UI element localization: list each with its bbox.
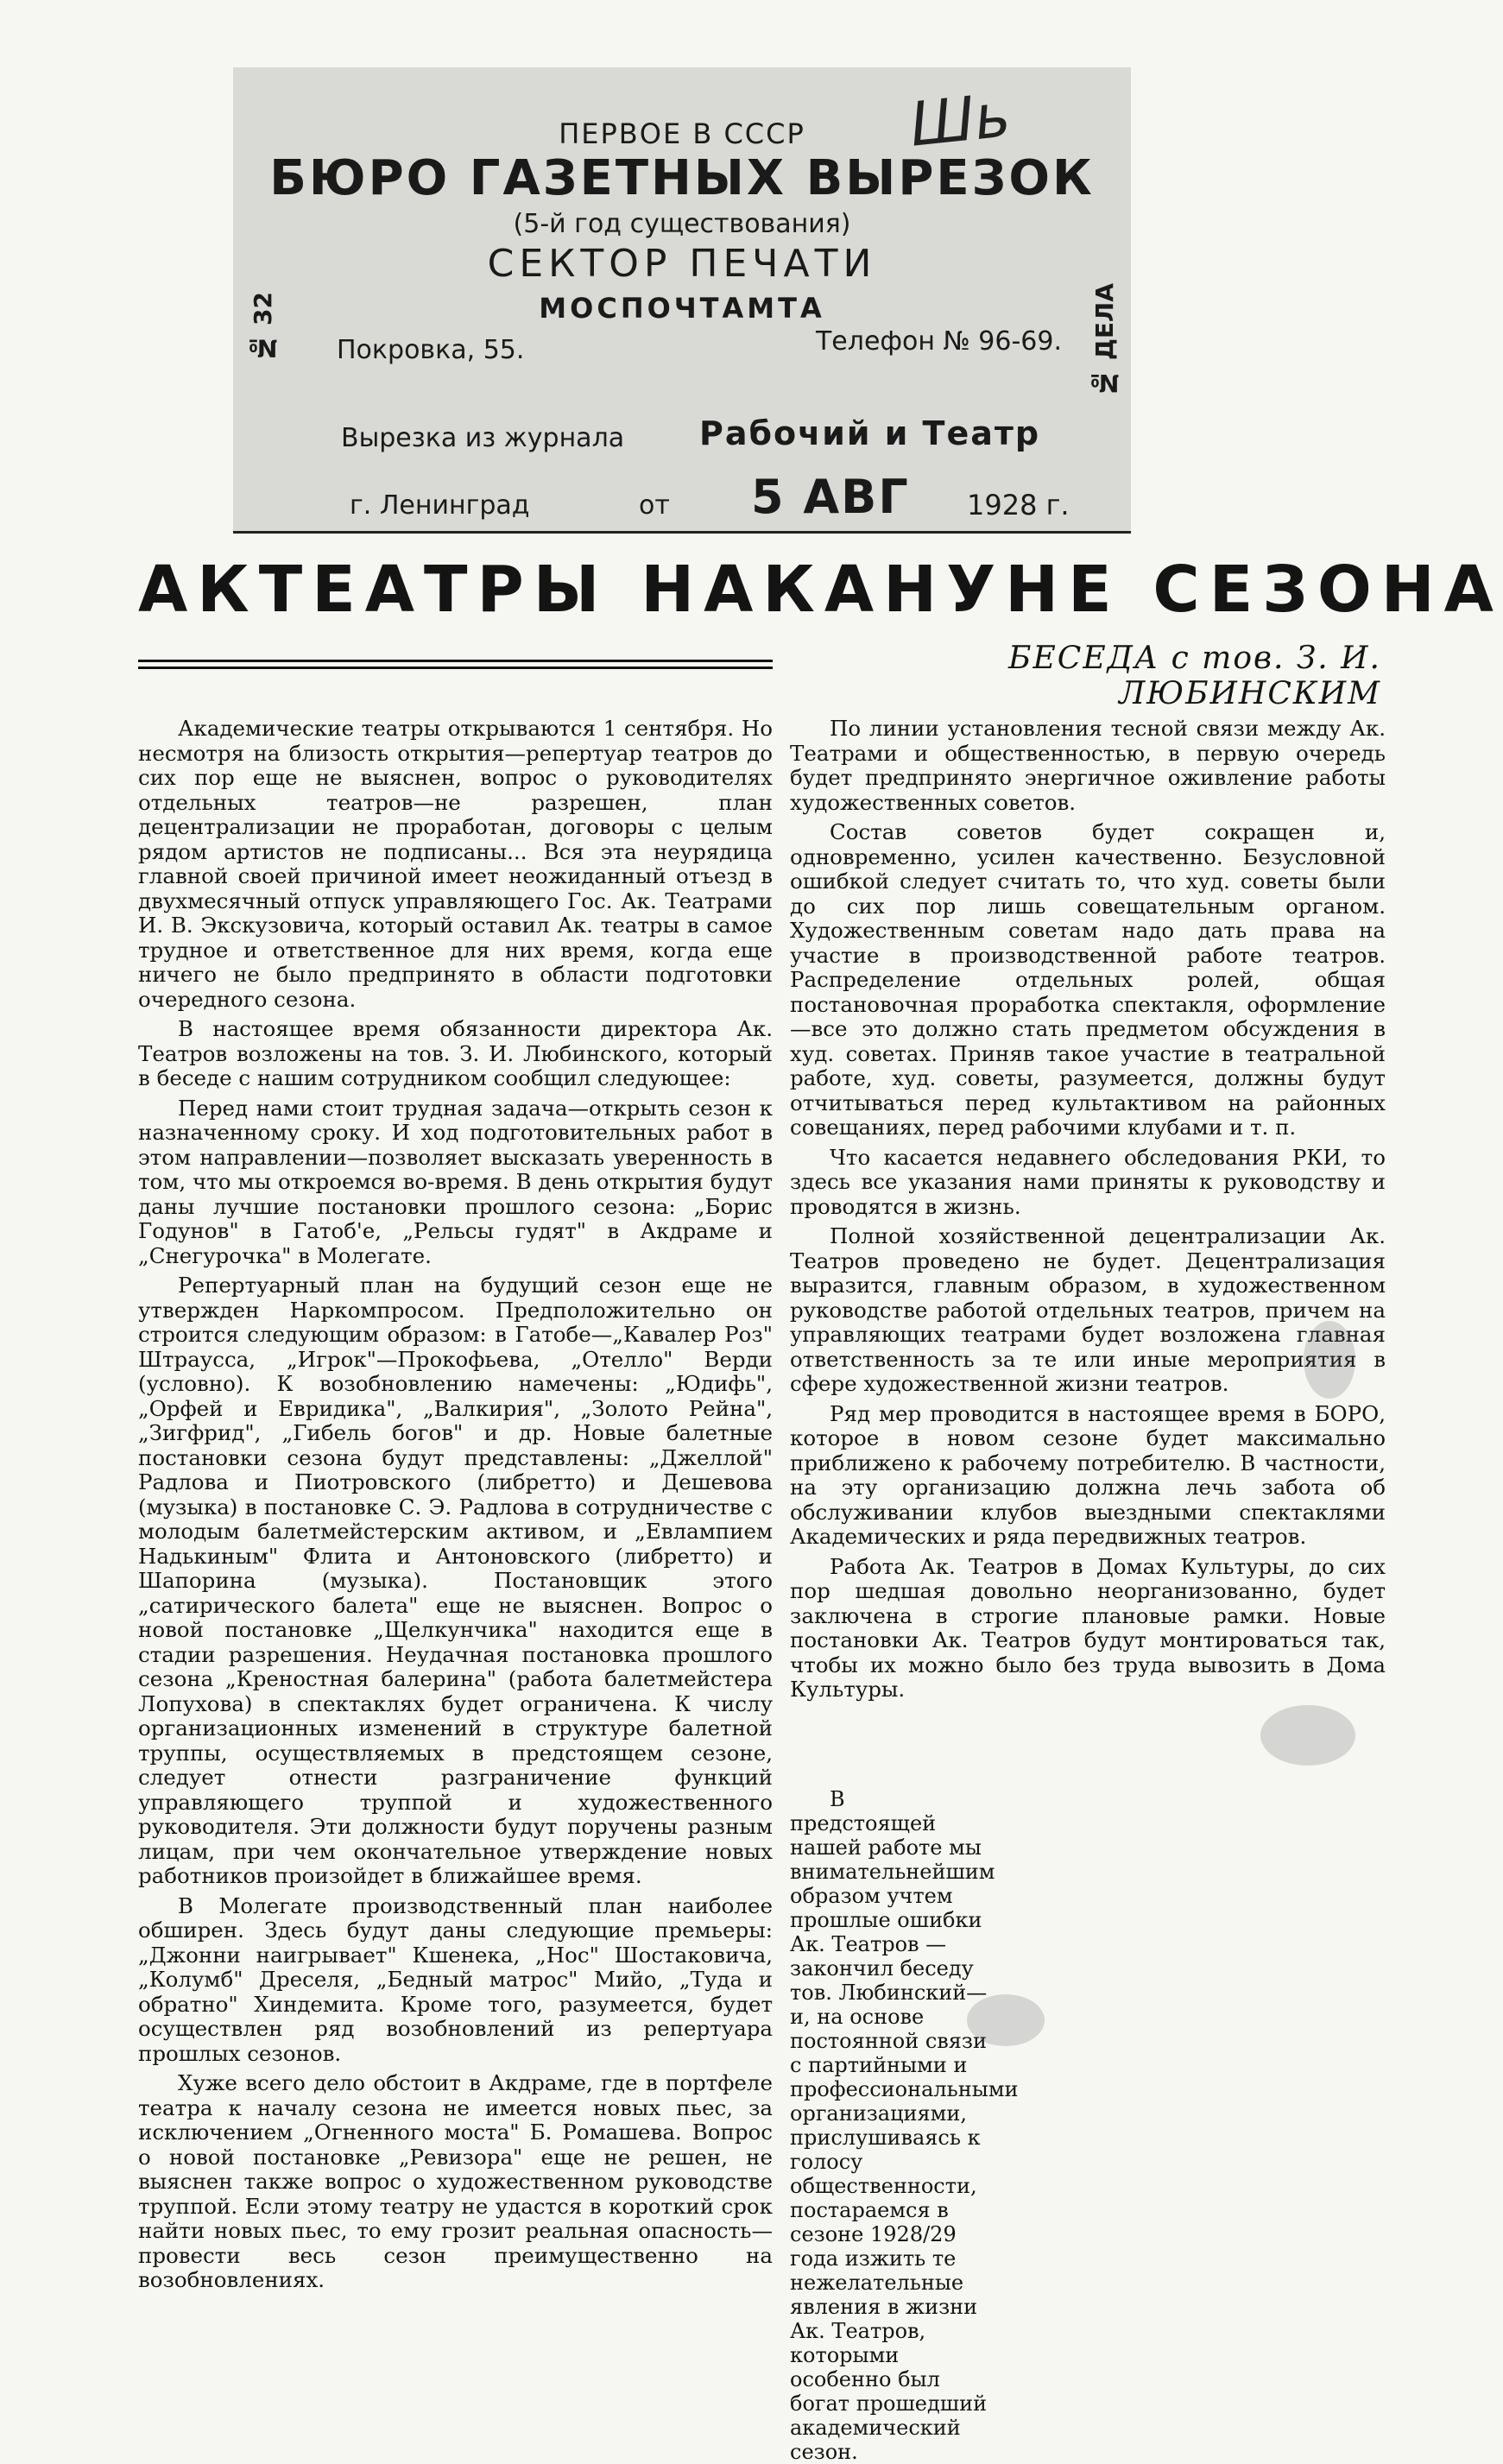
ink-smudge xyxy=(1260,1705,1355,1766)
date-stamp: 5 АВГ xyxy=(751,470,910,524)
article-subhead: БЕСЕДА с тов. З. И. ЛЮБИНСКИМ xyxy=(1008,641,1381,711)
stamp-sector: СЕКТОР ПЕЧАТИ xyxy=(487,242,877,286)
article-headline: АКТЕАТРЫ НАКАНУНЕ СЕЗОНА xyxy=(138,553,1503,627)
clipping-bureau-stamp xyxy=(233,67,1131,534)
paragraph: По линии установления тесной связи между Ак. Театрами и общественностью, в первую очередь будет предпринято энергичное оживление работы художественных советов. xyxy=(790,716,1386,815)
year: 1928 г. xyxy=(967,489,1070,521)
paragraph: Репертуарный план на будущий сезон еще не утвержден Наркомпросом. Предположительно он строится следующим образом: в Гатобе—„Кавалер Роз" Штраусса, „Игрок"—Прокофьева, „Отелло" Верди (условно). К возобновлению намечены: „Юдифь", „Орфей и Евридика", „Валкирия", „Золото Рейна", „Зигфрид", „Гибель богов" и др. Новые балетные постановки сезона будут представлены: „Джеллой" Радлова и Пиотровского (либретто) и Дешевова (музыка) в постановке С. Э. Радлова в сотрудничестве с молодым балетмейстерским активом, и „Евлампием Надькиным" Флита и Антоновского (либретто) и Шапорина (музыка). Постановщик этого „сатирического балета" еще не выяснен. Вопрос о новой постановке „Щелкунчика" находится еще в стадии разрешения. Неудачная постановка прошлого сезона „Креностная балерина" (работа балетмейстера Лопухова) в спектаклях будет ограничена. К числу организационных изменений в структуре балетной труппы, осуществляемых в предстоящем сезоне, следует отнести разграничение функций управляющего труппой и художественного руководителя. Эти должности будут поручены разным лицам, при чем окончательное утверждение новых работников произойдет в ближайшее время. xyxy=(138,1273,773,1888)
paragraph: Состав советов будет сокращен и, одновременно, усилен качественно. Безусловной ошибкой следует считать то, что худ. советы были до сих пор лишь совещательным органом. Художественным советам надо дать права на участие в производственной работе театров. Распределение отдельных ролей, общая постановочная проработка спектакля, оформление—все это должно стать предметом обсуждения в худ. советах. Приняв такое участие в театральной работе, худ. советы, разумеется, должны будут отчитываться перед культактивом на районных совещаниях, перед рабочими клубами и т. п. xyxy=(790,819,1386,1140)
paragraph: Академические театры открываются 1 сентября. Но несмотря на близость открытия—репертуар театров до сих пор еще не выяснен, вопрос о руководителях отдельных театров—не разрешен, план децентрализации не проработан, договоры с целым рядом артистов не подписаны... Вся эта неурядица главной своей причиной имеет неожиданный отъезд в двухмесячный отпуск управляющего Гос. Ак. Театрами И. В. Экскузовича, который оставил Ак. театры в самое трудное и ответственное для них время, когда еще ничего не было предпринято в области подготовки очередного сезона. xyxy=(138,716,773,1012)
paragraph: В настоящее время обязанности директора Ак. Театров возложены на тов. З. И. Любинского, который в беседе с нашим сотрудником сообщил следующее: xyxy=(138,1016,773,1090)
clipping-source-label: Вырезка из журнала xyxy=(341,423,625,453)
headline-rule-top xyxy=(138,660,773,662)
stamp-phone: Телефон № 96-69. xyxy=(815,326,1062,357)
article-right-column xyxy=(790,717,1386,1718)
journal-name: Рабочий и Театр xyxy=(699,414,1041,452)
stamp-number-left: № 32 xyxy=(249,292,277,363)
paragraph: Перед нами стоит трудная задача—открыть сезон к назначенному сроку. И ход подготовительных работ в этом направлении—позволяет высказать уверенность в том, что мы откроемся во-время. В день открытия будут даны лучшие постановки прошлого сезона: „Борис Годунов" в Гатоб'е, „Рельсы гудят" в Акдраме и „Снегурочка" в Молегате. xyxy=(138,1095,773,1268)
stamp-years: (5-й год существования) xyxy=(513,209,851,239)
stamp-first-in-ussr: ПЕРВОЕ В СССР xyxy=(559,117,805,150)
paragraph: Что касается недавнего обследования РКИ, то здесь все указания нами приняты к руководству и проводятся в жизнь. xyxy=(790,1144,1386,1219)
stamp-bureau-title: БЮРО ГАЗЕТНЫХ ВЫРЕЗОК xyxy=(269,150,1095,206)
paragraph: Полной хозяйственной децентрализации Ак. Театров проведено не будет. Децентрализация выразится, главным образом, в художественном руководстве работой отдельных театров, причем на управляющих театрами будет возложена главная ответственность за те или иные мероприятия в сфере художественной жизни театров. xyxy=(790,1223,1386,1396)
paragraph: Работа Ак. Театров в Домах Культуры, до сих пор шедшая довольно неорганизованно, будет заключена в строгие плановые рамки. Новые постановки Ак. Театров будут монтироваться так, чтобы их можно было без труда вывозить в Дома Культуры. xyxy=(790,1553,1386,1702)
handwritten-note: Шь xyxy=(906,79,1014,161)
article-left-column xyxy=(138,717,773,2413)
stamp-post-office: МОСПОЧТАМТА xyxy=(539,292,825,325)
stamp-number-right: № ДЕЛА xyxy=(1090,283,1119,397)
city: г. Ленинград xyxy=(350,490,530,521)
date-prefix: от xyxy=(639,490,670,521)
paragraph: Ряд мер проводится в настоящее время в БОРО, которое в новом сезоне будет максимально приближено к рабочему потребителю. В частности, на эту организацию должна лечь забота об обслуживании клубов выездными спектаклями Академических и ряда передвижных театров. xyxy=(790,1400,1386,1549)
ink-smudge xyxy=(967,1994,1045,2046)
ink-smudge xyxy=(1304,1321,1355,1399)
paragraph: В предстоящей нашей работе мы внимательнейшим образом учтем прошлые ошибки Ак. Театров — закончил беседу тов. Любинский—и, на основе постоянной связи с партийными и профессиональными организациями, прислушиваясь к голосу общественности, постараемся в сезоне 1928/29 года изжить те нежелательные явления в жизни Ак. Театров, которыми особенно был богат прошедший академический сезон. xyxy=(790,1787,1019,2464)
article-closing-column xyxy=(790,1787,1019,2464)
stamp-address: Покровка, 55. xyxy=(337,335,525,365)
headline-rule-bottom xyxy=(138,667,773,669)
paragraph: В Молегате производственный план наиболее обширен. Здесь будут даны следующие премьеры: „Джонни наигрывает" Кшенека, „Нос" Шостаковича, „Колумб" Дреселя, „Бедный матрос" Мийо, „Туда и обратно" Хиндемита. Кроме того, разумеется, будет осуществлен ряд возобновлений из репертуара прошлых сезонов. xyxy=(138,1892,773,2066)
paragraph: Хуже всего дело обстоит в Акдраме, где в портфеле театра к началу сезона не имеется новых пьес, за исключением „Огненного моста" Б. Ромашева. Вопрос о новой постановке „Ревизора" еще не решен, не выяснен также вопрос о художественном руководстве труппой. Если этому театру не удастся в короткий срок найти новых пьес, то ему грозит реальная опасность—провести весь сезон преимущественно на возобновлениях. xyxy=(138,2070,773,2292)
